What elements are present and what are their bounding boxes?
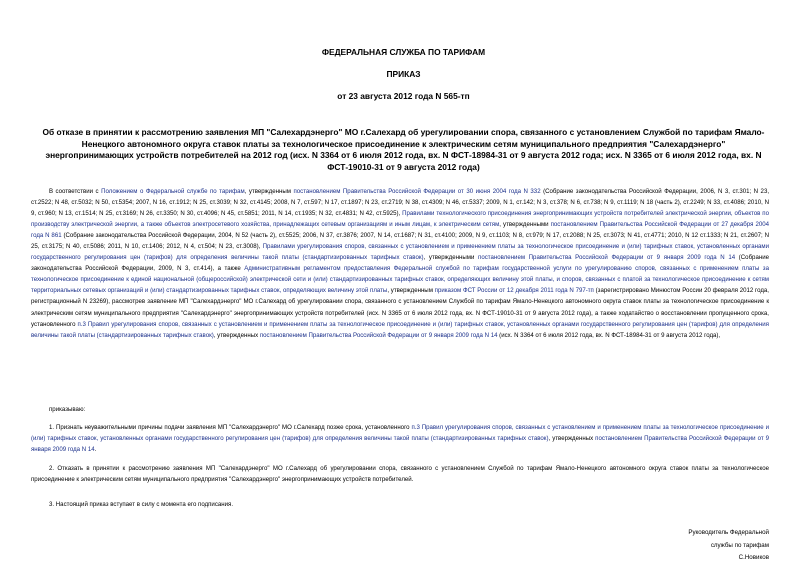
link-connection-rules[interactable]: Правилами технологического присоединения энергопринимающих устройств потребителей электрической энергии, объектов по производству электрической энергии, а также объектов электросетевого хозяйства, принадлежащих сетевым организациям и иным лицам, к электрическим сетям (31, 210, 769, 229)
orders-heading: приказываю: (49, 406, 86, 413)
preamble-text: (зарегистрировано Минюстом России 20 февраля 2012 года, регистрационный N 23269), рассмотрев заявление МП "Салехардэнерго" МО г.Салехард об урегулировании спора, связанного с установлением Службой по тарифам Ямало-Ненецкого автономного округа ставок платы за технологическое присоединение к электрическим сетям муниципального предприятия "Салехардэнерго" энергопринимающих устройств потребителей (исх. N 3365 от 6 июля 2012 года, вх. N ФСТ-19010-31 от 9 августа 2012 года), а также ходатайство о восстановлении пропущенного срока, установленного (31, 287, 769, 328)
item-text: , утвержденных (548, 434, 596, 442)
item-text: . (94, 445, 97, 453)
link-dispute-rules-p3[interactable]: п.3 Правил урегулирования споров, связанных с установлением и применением платы за технологическое присоединение и (или) тарифных ставок, установленных органами государственного регулирования цен (тарифов) для определения величины такой платы (стандартизированных тарифных ставок) (31, 320, 769, 339)
document-type: ПРИКАЗ (386, 69, 421, 79)
preamble-text: , утвержденными (423, 254, 479, 262)
preamble-text: (исх. N 3364 от 6 июля 2012 года, вх. N ФСТ-18984-31 от 9 августа 2012 года), (497, 331, 721, 339)
preamble-text: В соответствии с (49, 188, 102, 195)
preamble-text: , утвержденными (499, 221, 551, 229)
link-fst-regulation[interactable]: Положением о Федеральной службе по тарифам (101, 188, 245, 195)
signature-agency: службы по тарифам (710, 541, 769, 549)
document-date-number: от 23 августа 2012 года N 565-тп (337, 91, 470, 101)
order-item-3: 3. Настоящий приказ вступает в силу с момента его подписания. (49, 501, 234, 508)
signature-name: С.Новиков (738, 554, 769, 561)
preamble-text: (Собрание законодательства Российской Федерации, 2004, N 52 (часть 2), ст.5525; 2006, N 37, ст.3876; 2007, N 14, ст.1687; N 31, ст.4100; 2009, N 9, ст.1103; N 8, ст.979; N 17, ст.2088; N 25, ст.3073; N 41, ст.4771; 2010, N 12 ст.1333; N 21, ст.2607; N 25, ст.3175; N 40, ст.5086; 2011, N 10, ст.1406; 2012, N 4, ст.504; N 23, ст.3008), (31, 232, 769, 251)
signature-position: Руководитель Федеральной (688, 529, 769, 536)
link-order-797[interactable]: приказом ФСТ России от 12 декабря 2011 года N 797-тп (434, 287, 594, 295)
link-decree-861[interactable]: постановлением Правительства Российской Федерации от 27 декабря 2004 года N 861 (31, 221, 770, 240)
link-decree-14[interactable]: постановлением Правительства Российской Федерации от 9 января 2009 года N 14 (478, 254, 736, 262)
link-decree-14[interactable]: постановлением Правительства Российской Федерации от 9 января 2009 года N 14 (259, 331, 498, 339)
link-dispute-rules[interactable]: Правилами урегулирования споров, связанных с установлением и применением платы за технологическое присоединение и (или) тарифных ставок, установленных органами государственного регулирования цен (тарифов) для определения величины такой платы (стандартизированных тарифных ставок) (31, 243, 769, 262)
link-decree-332[interactable]: постановлением Правительства Российской Федерации от 30 июня 2004 года N 332 (293, 188, 541, 195)
preamble-text: (Собрание законодательства Российской Федерации, 2006, N 3, ст.301; N 23, ст.2522; N 48, ст.5032; N 50, ст.5354; 2007, N 16, ст.1912; N 25, ст.3039; N 32, ст.4145; 2008, N 7, ст.597; N 17, ст.1897; N 23, ст.2719; N 38, ст.4309; N 46, ст.5337; 2009, N 1, ст.142; N 3, ст.378; N 6, ст.738; N 9, ст.1119; N 18 (часть 2), ст.2249; N 33, ст.4086; 2010, N 9, ст.960; N 13, ст.1514; N 25, ст.3169; N 26, ст.3350; N 30, ст.4096; N 45, ст.5851; 2011, N 14, ст.1935; N 32, ст.4831; N 42, ст.5925), (31, 188, 770, 218)
preamble-text: , утвержденным (244, 188, 294, 195)
item-text: 1. Признать неуважительными причины подачи заявления МП "Салехардэнерго" МО г.Салехард позже срока, установленного (49, 424, 412, 431)
order-item-2: 2. Отказать в принятии к рассмотрению заявления МП "Салехардэнерго" МО г.Салехард об урегулировании спора, связанного с установлением Службой по тарифам Ямало-Ненецкого автономного округа ставок платы за технологическое присоединение к электрическим сетям муниципального предприятия "Салехардэнерго" энергопринимающих устройств потребителей. (31, 465, 769, 483)
signature-block (688, 527, 769, 565)
preamble-paragraph (31, 186, 769, 341)
preamble-text: , утвержденных (213, 331, 260, 339)
link-dispute-rules-p3[interactable]: п.3 Правил урегулирования споров, связанных с установлением и применением платы за технологическое присоединение и (или) тарифных ставок, установленных органами государственного регулирования цен (тарифов) для определения величины такой платы (стандартизированных тарифных ставок) (31, 424, 769, 442)
link-admin-regulation[interactable]: Административным регламентом предоставления Федеральной службой по тарифам государственной услуги по урегулированию споров, связанных с применением платы за технологическое присоединение к единой национальной (общероссийской) электрической сети и (или) стандартизированных тарифных ставок, определяющих величину этой платы, и споров, связанных с платой за технологическое присоединение к сетям территориальных сетевых организаций и (или) стандартизированных тарифных ставок, определяющих величину этой платы (31, 265, 769, 295)
agency-name: ФЕДЕРАЛЬНАЯ СЛУЖБА ПО ТАРИФАМ (321, 47, 486, 57)
order-item-1 (31, 423, 769, 456)
preamble-text: , утвержденным (387, 287, 435, 295)
document-title: Об отказе в принятии к рассмотрению заявления МП "Салехардэнерго" МО г.Салехард об урегулировании спора, связанного с установлением Службой по тарифам Ямало-Ненецкого автономного округа ставок платы за технологическое присоединение к электрическим сетям муниципального предприятия "Салехардэнерго" энергопринимающих устройств потребителей на 2012 год (исх. N 3364 от 6 июля 2012 года, вх. N ФСТ-18984-31 от 9 августа 2012 года; исх. N 3365 от 6 июля 2012 года, вх. N ФСТ-19010-31 от 9 августа 2012 года) (42, 127, 765, 172)
preamble-text: (Собрание законодательства Российской Федерации, 2009, N 3, ст.414), а также (31, 254, 769, 273)
link-decree-14[interactable]: постановлением Правительства Российской Федерации от 9 января 2009 года N 14 (31, 434, 770, 453)
